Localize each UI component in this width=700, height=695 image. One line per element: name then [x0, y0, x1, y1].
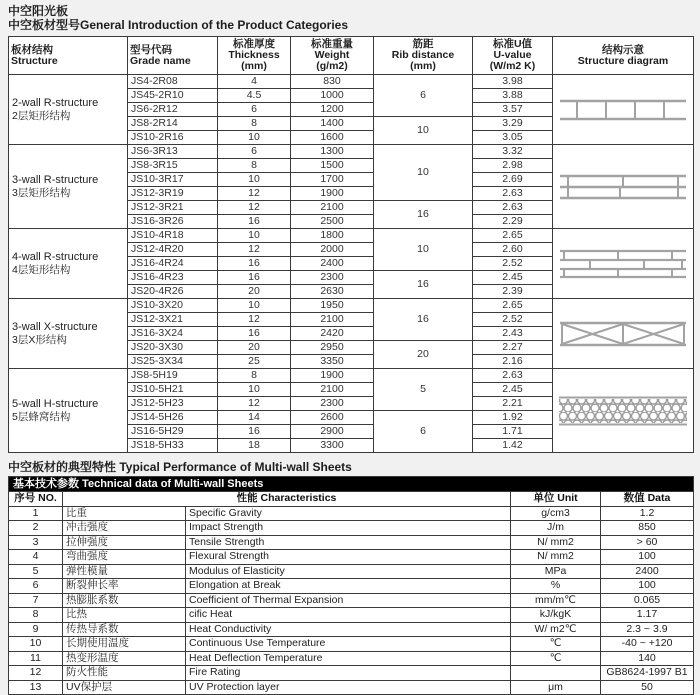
perf-no-cell: 5: [9, 564, 63, 579]
u-value-cell: 2.27: [473, 341, 553, 355]
product-row: [9, 75, 694, 89]
rib-distance-cell: 6: [374, 75, 473, 117]
header-unit: 单位 Unit: [511, 492, 601, 507]
thickness-cell: 10: [218, 383, 291, 397]
perf-value-cell: > 60: [601, 535, 694, 550]
perf-name-cn-cell: 传热导系数: [63, 622, 186, 637]
grade-name-cell: JS10-3X20: [128, 299, 218, 313]
weight-cell: 1600: [291, 131, 374, 145]
performance-row: [9, 550, 694, 565]
u-value-cell: 2.52: [473, 313, 553, 327]
weight-cell: 2950: [291, 341, 374, 355]
perf-no-cell: 1: [9, 506, 63, 521]
header-u-en: U-value: [493, 49, 532, 61]
performance-bar-row: [9, 477, 694, 492]
weight-cell: 2300: [291, 397, 374, 411]
rib-distance-cell: 10: [374, 229, 473, 271]
performance-title: 中空板材的典型特性 Typical Performance of Multi-wall Sheets: [8, 460, 352, 474]
perf-name-cn-cell: 弹性模量: [63, 564, 186, 579]
u-value-cell: 1.71: [473, 425, 553, 439]
perf-name-en-cell: UV Protection layer: [186, 680, 511, 695]
thickness-cell: 8: [218, 369, 291, 383]
weight-cell: 2900: [291, 425, 374, 439]
perf-name-cn-cell: 拉伸强度: [63, 535, 186, 550]
u-value-cell: 2.21: [473, 397, 553, 411]
structure-diagram-cell: [553, 299, 694, 369]
weight-cell: 2500: [291, 215, 374, 229]
weight-cell: 2100: [291, 313, 374, 327]
perf-name-cn-cell: 热变形温度: [63, 651, 186, 666]
weight-cell: 2600: [291, 411, 374, 425]
weight-cell: 1500: [291, 159, 374, 173]
perf-name-en-cell: Coefficient of Thermal Expansion: [186, 593, 511, 608]
thickness-cell: 6: [218, 145, 291, 159]
structure-diagram-cell: [553, 75, 694, 145]
u-value-cell: 2.16: [473, 355, 553, 369]
weight-cell: 2420: [291, 327, 374, 341]
products-table: [8, 36, 694, 453]
perf-no-cell: 6: [9, 579, 63, 594]
thickness-cell: 10: [218, 229, 291, 243]
structure-cell: [9, 75, 128, 145]
thickness-cell: 12: [218, 187, 291, 201]
perf-unit-cell: [511, 666, 601, 681]
weight-cell: 1900: [291, 187, 374, 201]
performance-row: [9, 666, 694, 681]
performance-row: [9, 579, 694, 594]
rib-distance-cell: 20: [374, 341, 473, 369]
header-characteristics: 性能 Characteristics: [63, 492, 511, 507]
grade-name-cell: JS16-5H29: [128, 425, 218, 439]
perf-no-cell: 4: [9, 550, 63, 565]
header-grade-name: [128, 37, 218, 75]
perf-no-cell: 7: [9, 593, 63, 608]
weight-cell: 1000: [291, 89, 374, 103]
thickness-cell: 16: [218, 257, 291, 271]
grade-name-cell: JS10-5H21: [128, 383, 218, 397]
u-value-cell: 3.98: [473, 75, 553, 89]
header-rib-cn: 筋距: [412, 38, 434, 50]
u-value-cell: 3.57: [473, 103, 553, 117]
perf-no-cell: 11: [9, 651, 63, 666]
rib-distance-cell: 6: [374, 411, 473, 453]
structure-name-cn: 5层蜂窝结构: [12, 410, 71, 423]
perf-unit-cell: J/m: [511, 521, 601, 536]
u-value-cell: 3.32: [473, 145, 553, 159]
thickness-cell: 12: [218, 243, 291, 257]
grade-name-cell: JS6-3R13: [128, 145, 218, 159]
weight-cell: 2100: [291, 383, 374, 397]
grade-name-cell: JS8-5H19: [128, 369, 218, 383]
weight-cell: 3350: [291, 355, 374, 369]
product-row: [9, 299, 694, 313]
grade-name-cell: JS20-4R26: [128, 285, 218, 299]
weight-cell: 1200: [291, 103, 374, 117]
page-title: 中空阳光板: [8, 4, 69, 18]
perf-value-cell: 2400: [601, 564, 694, 579]
structure-diagram-cell: [553, 145, 694, 229]
structure-name-en: 2-wall R-structure: [12, 96, 99, 109]
perf-name-cn-cell: 长期使用温度: [63, 637, 186, 652]
grade-name-cell: JS4-2R08: [128, 75, 218, 89]
grade-name-cell: JS25-3X34: [128, 355, 218, 369]
grade-name-cell: JS8-3R15: [128, 159, 218, 173]
diagram-4wall-r-icon: [560, 249, 686, 279]
header-rib-en: Rib distance: [391, 49, 455, 61]
weight-cell: 2400: [291, 257, 374, 271]
u-value-cell: 2.52: [473, 257, 553, 271]
header-thickness-cn: 标准厚度: [233, 38, 275, 50]
header-u-value: [473, 37, 553, 75]
rib-distance-cell: 16: [374, 299, 473, 341]
structure-name-en: 5-wall H-structure: [12, 397, 99, 410]
performance-row: [9, 608, 694, 623]
thickness-cell: 8: [218, 159, 291, 173]
perf-value-cell: 850: [601, 521, 694, 536]
structure-cell: [9, 229, 128, 299]
structure-cell: [9, 299, 128, 369]
products-header-row: [9, 37, 694, 75]
perf-name-en-cell: Fire Rating: [186, 666, 511, 681]
perf-value-cell: 0.065: [601, 593, 694, 608]
performance-row: [9, 622, 694, 637]
structure-diagram-cell: [553, 369, 694, 453]
page-subtitle: 中空板材型号General Introduction of the Product Categories: [8, 18, 349, 32]
header-data: 数值 Data: [601, 492, 694, 507]
perf-name-cn-cell: 冲击强度: [63, 521, 186, 536]
header-thickness-unit: (mm): [241, 60, 267, 72]
diagram-3wall-x-icon: [560, 321, 686, 347]
header-no: 序号 NO.: [9, 492, 63, 507]
grade-name-cell: JS12-5H23: [128, 397, 218, 411]
grade-name-cell: JS6-2R12: [128, 103, 218, 117]
thickness-cell: 6: [218, 103, 291, 117]
perf-unit-cell: ℃: [511, 651, 601, 666]
rib-distance-cell: 16: [374, 271, 473, 299]
u-value-cell: 2.45: [473, 271, 553, 285]
u-value-cell: 2.45: [473, 383, 553, 397]
thickness-cell: 16: [218, 215, 291, 229]
structure-name-en: 4-wall R-structure: [12, 250, 99, 263]
u-value-cell: 2.63: [473, 187, 553, 201]
thickness-cell: 16: [218, 425, 291, 439]
perf-name-en-cell: Modulus of Elasticity: [186, 564, 511, 579]
weight-cell: 1400: [291, 117, 374, 131]
u-value-cell: 2.65: [473, 229, 553, 243]
perf-value-cell: 140: [601, 651, 694, 666]
perf-value-cell: 100: [601, 579, 694, 594]
perf-unit-cell: μm: [511, 680, 601, 695]
grade-name-cell: JS16-3R26: [128, 215, 218, 229]
perf-name-cn-cell: 比热: [63, 608, 186, 623]
u-value-cell: 2.98: [473, 159, 553, 173]
grade-name-cell: JS16-3X24: [128, 327, 218, 341]
grade-name-cell: JS16-4R24: [128, 257, 218, 271]
perf-unit-cell: N/ mm2: [511, 550, 601, 565]
diagram-5wall-h-icon: [559, 396, 687, 426]
thickness-cell: 12: [218, 201, 291, 215]
u-value-cell: 2.43: [473, 327, 553, 341]
header-rib-distance: [374, 37, 473, 75]
header-diagram-cn: 结构示意: [602, 43, 644, 56]
diagram-2wall-r-icon: [560, 99, 686, 121]
thickness-cell: 20: [218, 341, 291, 355]
header-weight-en: Weight: [314, 49, 350, 61]
header-weight-unit: (g/m2): [316, 60, 348, 72]
header-thickness: [218, 37, 291, 75]
perf-name-en-cell: Heat Deflection Temperature: [186, 651, 511, 666]
perf-name-en-cell: Heat Conductivity: [186, 622, 511, 637]
u-value-cell: 2.29: [473, 215, 553, 229]
performance-row: [9, 535, 694, 550]
thickness-cell: 10: [218, 131, 291, 145]
rib-distance-cell: 16: [374, 201, 473, 229]
perf-no-cell: 3: [9, 535, 63, 550]
u-value-cell: 3.29: [473, 117, 553, 131]
thickness-cell: 10: [218, 299, 291, 313]
thickness-cell: 12: [218, 397, 291, 411]
perf-value-cell: GB8624-1997 B1: [601, 666, 694, 681]
performance-row: [9, 506, 694, 521]
u-value-cell: 3.05: [473, 131, 553, 145]
structure-cell: [9, 369, 128, 453]
thickness-cell: 14: [218, 411, 291, 425]
grade-name-cell: JS14-5H26: [128, 411, 218, 425]
perf-unit-cell: g/cm3: [511, 506, 601, 521]
grade-name-cell: JS12-4R20: [128, 243, 218, 257]
rib-distance-cell: 5: [374, 369, 473, 411]
weight-cell: 2300: [291, 271, 374, 285]
u-value-cell: 3.88: [473, 89, 553, 103]
u-value-cell: 2.63: [473, 369, 553, 383]
structure-diagram-cell: [553, 229, 694, 299]
header-grade-en: Grade name: [130, 54, 191, 67]
performance-bar: 基本技术参数 Technical data of Multi-wall Sheets: [9, 477, 694, 492]
header-u-cn: 标准U值: [492, 38, 533, 50]
performance-row: [9, 680, 694, 695]
header-structure: [9, 37, 128, 75]
structure-name-en: 3-wall X-structure: [12, 320, 98, 333]
weight-cell: 2100: [291, 201, 374, 215]
perf-value-cell: 1.2: [601, 506, 694, 521]
structure-name-cn: 4层矩形结构: [12, 263, 71, 276]
grade-name-cell: JS12-3R21: [128, 201, 218, 215]
header-structure-diagram: [553, 37, 694, 75]
perf-unit-cell: kJ/kgK: [511, 608, 601, 623]
product-row: [9, 369, 694, 383]
weight-cell: 1950: [291, 299, 374, 313]
grade-name-cell: JS12-3X21: [128, 313, 218, 327]
perf-no-cell: 13: [9, 680, 63, 695]
thickness-cell: 12: [218, 313, 291, 327]
u-value-cell: 2.65: [473, 299, 553, 313]
structure-cell: [9, 145, 128, 229]
performance-row: [9, 564, 694, 579]
perf-name-en-cell: Tensile Strength: [186, 535, 511, 550]
perf-value-cell: 2.3 ~ 3.9: [601, 622, 694, 637]
header-thickness-en: Thickness: [228, 49, 280, 61]
grade-name-cell: JS45-2R10: [128, 89, 218, 103]
u-value-cell: 2.39: [473, 285, 553, 299]
header-structure-en: Structure: [11, 54, 58, 67]
thickness-cell: 4: [218, 75, 291, 89]
thickness-cell: 10: [218, 173, 291, 187]
u-value-cell: 1.92: [473, 411, 553, 425]
header-rib-unit: (mm): [410, 60, 436, 72]
rib-distance-cell: 10: [374, 117, 473, 145]
performance-row: [9, 637, 694, 652]
structure-name-cn: 3层矩形结构: [12, 186, 71, 199]
perf-name-cn-cell: 热膨胀系数: [63, 593, 186, 608]
perf-name-cn-cell: 比重: [63, 506, 186, 521]
performance-row: [9, 651, 694, 666]
grade-name-cell: JS16-4R23: [128, 271, 218, 285]
header-weight-cn: 标准重量: [311, 38, 353, 50]
u-value-cell: 2.69: [473, 173, 553, 187]
structure-name-cn: 3层X形结构: [12, 333, 67, 346]
perf-unit-cell: MPa: [511, 564, 601, 579]
grade-name-cell: JS10-3R17: [128, 173, 218, 187]
perf-value-cell: -40 ~ +120: [601, 637, 694, 652]
perf-name-cn-cell: 断裂伸长率: [63, 579, 186, 594]
u-value-cell: 1.42: [473, 439, 553, 453]
performance-row: [9, 521, 694, 536]
grade-name-cell: JS10-2R16: [128, 131, 218, 145]
perf-no-cell: 8: [9, 608, 63, 623]
perf-value-cell: 100: [601, 550, 694, 565]
perf-name-cn-cell: 防火性能: [63, 666, 186, 681]
u-value-cell: 2.60: [473, 243, 553, 257]
grade-name-cell: JS12-3R19: [128, 187, 218, 201]
product-row: [9, 145, 694, 159]
thickness-cell: 4.5: [218, 89, 291, 103]
performance-row: [9, 593, 694, 608]
perf-unit-cell: mm/m℃: [511, 593, 601, 608]
weight-cell: 2000: [291, 243, 374, 257]
perf-no-cell: 2: [9, 521, 63, 536]
perf-name-cn-cell: UV保护层: [63, 680, 186, 695]
perf-name-en-cell: Specific Gravity: [186, 506, 511, 521]
thickness-cell: 8: [218, 117, 291, 131]
weight-cell: 830: [291, 75, 374, 89]
weight-cell: 1800: [291, 229, 374, 243]
perf-value-cell: 50: [601, 680, 694, 695]
products-table-body: [9, 75, 694, 453]
thickness-cell: 25: [218, 355, 291, 369]
weight-cell: 2630: [291, 285, 374, 299]
header-weight: [291, 37, 374, 75]
perf-no-cell: 10: [9, 637, 63, 652]
header-u-unit: (W/m2 K): [489, 60, 536, 72]
header-grade-cn: 型号代码: [130, 43, 172, 56]
product-row: [9, 229, 694, 243]
diagram-3wall-r-icon: [560, 174, 686, 200]
perf-name-en-cell: Continuous Use Temperature: [186, 637, 511, 652]
u-value-cell: 2.63: [473, 201, 553, 215]
perf-value-cell: 1.17: [601, 608, 694, 623]
weight-cell: 1700: [291, 173, 374, 187]
perf-name-en-cell: Flexural Strength: [186, 550, 511, 565]
header-diagram-en: Structure diagram: [577, 54, 669, 67]
perf-name-cn-cell: 弯曲强度: [63, 550, 186, 565]
grade-name-cell: JS10-4R18: [128, 229, 218, 243]
perf-name-en-cell: Elongation at Break: [186, 579, 511, 594]
grade-name-cell: JS20-3X30: [128, 341, 218, 355]
perf-unit-cell: %: [511, 579, 601, 594]
perf-name-en-cell: Impact Strength: [186, 521, 511, 536]
performance-table: [8, 476, 694, 695]
weight-cell: 1900: [291, 369, 374, 383]
weight-cell: 3300: [291, 439, 374, 453]
grade-name-cell: JS18-5H33: [128, 439, 218, 453]
structure-name-en: 3-wall R-structure: [12, 173, 99, 186]
perf-unit-cell: ℃: [511, 637, 601, 652]
rib-distance-cell: 10: [374, 145, 473, 201]
grade-name-cell: JS8-2R14: [128, 117, 218, 131]
perf-unit-cell: W/ m2℃: [511, 622, 601, 637]
perf-unit-cell: N/ mm2: [511, 535, 601, 550]
structure-name-cn: 2层矩形结构: [12, 109, 71, 122]
perf-no-cell: 9: [9, 622, 63, 637]
performance-table-body: [9, 477, 694, 695]
thickness-cell: 16: [218, 271, 291, 285]
header-structure-cn: 板材结构: [11, 43, 53, 56]
thickness-cell: 20: [218, 285, 291, 299]
thickness-cell: 16: [218, 327, 291, 341]
thickness-cell: 18: [218, 439, 291, 453]
perf-name-en-cell: cific Heat: [186, 608, 511, 623]
weight-cell: 1300: [291, 145, 374, 159]
perf-no-cell: 12: [9, 666, 63, 681]
performance-header-row: [9, 492, 694, 507]
